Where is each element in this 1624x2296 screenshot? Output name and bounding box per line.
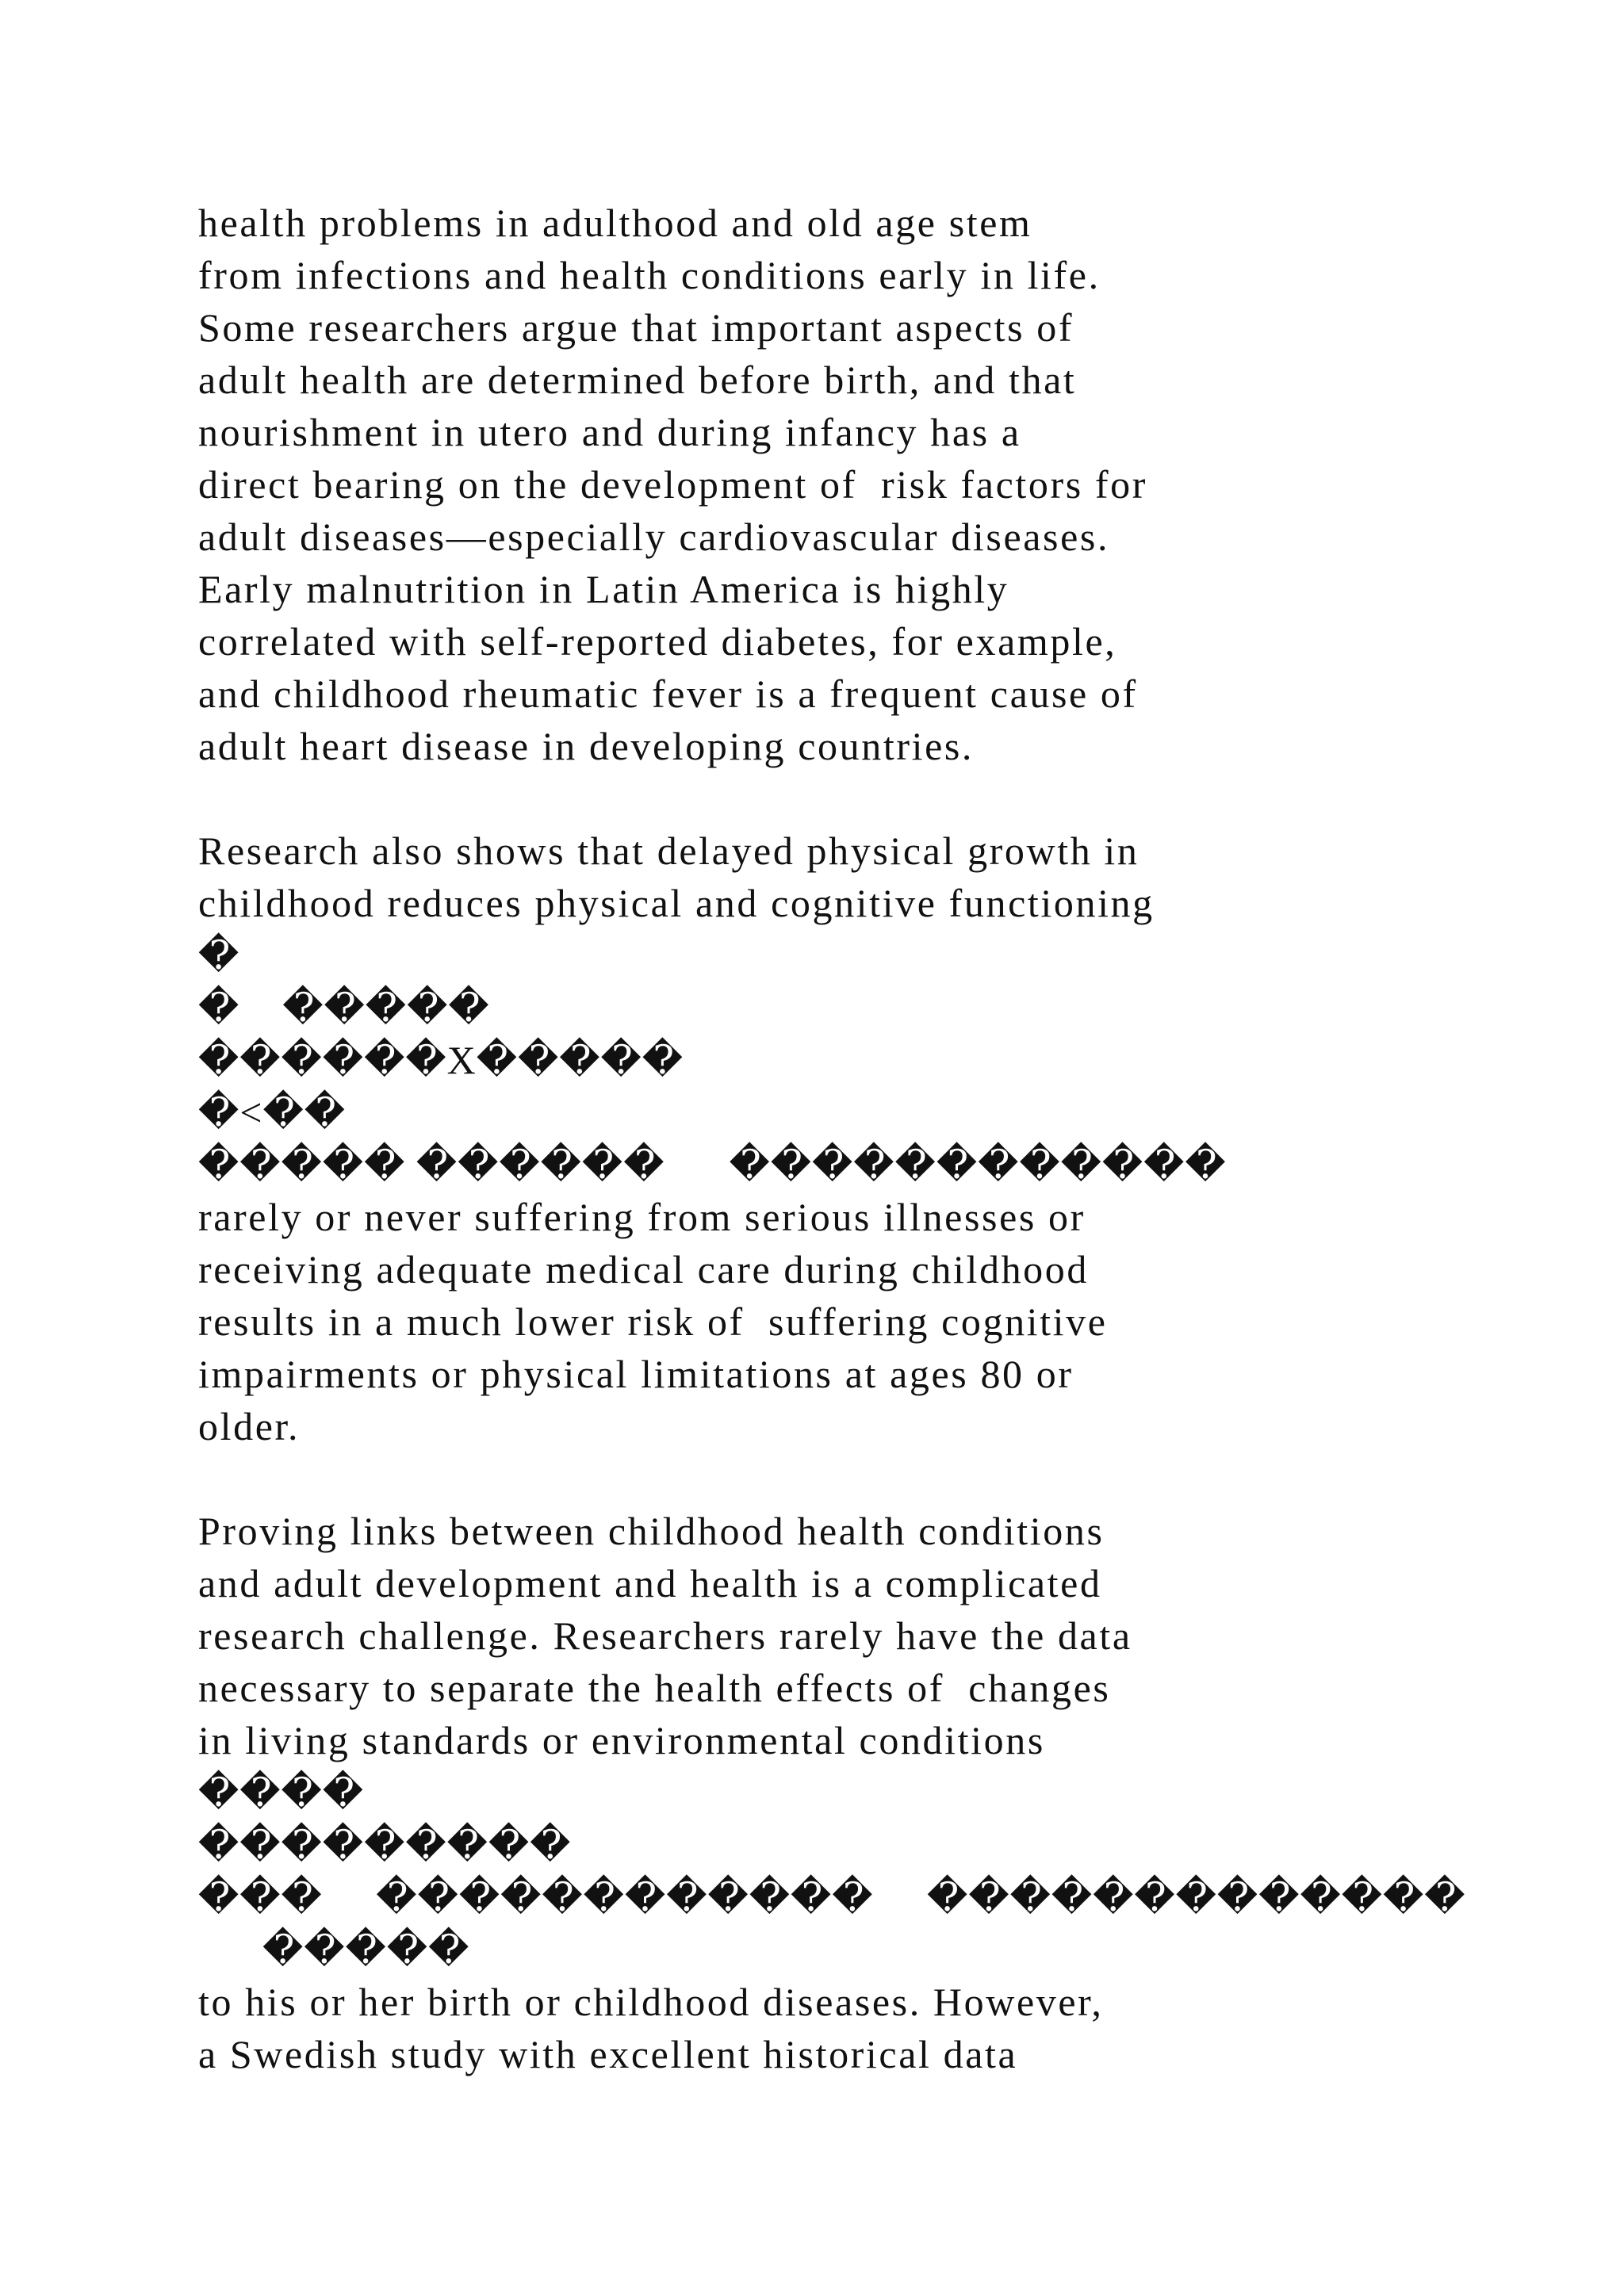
garbled-text-line: � �����: [198, 985, 490, 1030]
garbled-text-line: ��� ������������ �������������: [198, 1875, 1466, 1919]
text-line: and adult development and health is a complicated: [198, 1561, 1102, 1605]
text-line: Early malnutrition in Latin America is highly: [198, 567, 1009, 611]
text-line: and childhood rheumatic fever is a frequent cause of: [198, 672, 1138, 716]
text-line: older.: [198, 1404, 301, 1448]
text-line: adult health are determined before birth, and that: [198, 358, 1077, 402]
text-line: correlated with self-reported diabetes, for example,: [198, 619, 1117, 664]
text-line: adult heart disease in developing countries.: [198, 724, 975, 768]
text-line: to his or her birth or childhood diseases. However,: [198, 1980, 1104, 2024]
text-line: Research also shows that delayed physical growth in: [198, 828, 1139, 873]
text-line: results in a much lower risk of suffering cognitive: [198, 1299, 1108, 1344]
garbled-text-line: ������X�����: [198, 1038, 684, 1082]
text-line: impairments or physical limitations at ages 80 or: [198, 1352, 1074, 1396]
text-line: from infections and health conditions early in life.: [198, 253, 1101, 297]
text-line: in living standards or environmental conditions: [198, 1718, 1045, 1762]
garbled-text-line: �����: [198, 1927, 470, 1972]
garbled-text-line: ���������: [198, 1823, 572, 1867]
garbled-text-line: ����: [198, 1770, 365, 1815]
text-line: necessary to separate the health effects of changes: [198, 1666, 1111, 1710]
text-line: rarely or never suffering from serious illnesses or: [198, 1195, 1086, 1239]
garbled-text-line: ����� ������ ������������: [198, 1142, 1227, 1187]
garbled-text-line: �<��: [198, 1090, 347, 1135]
text-line: a Swedish study with excellent historical data: [198, 2032, 1018, 2076]
text-line: receiving adequate medical care during childhood: [198, 1247, 1089, 1292]
text-line: health problems in adulthood and old age stem: [198, 201, 1032, 245]
text-line: childhood reduces physical and cognitive functioning: [198, 881, 1155, 925]
text-line: adult diseases—especially cardiovascular diseases.: [198, 515, 1110, 559]
text-line: nourishment in utero and during infancy has a: [198, 410, 1021, 454]
text-line: Proving links between childhood health conditions: [198, 1509, 1105, 1553]
text-line: Some researchers argue that important aspects of: [198, 305, 1074, 350]
garbled-text-line: �: [198, 933, 240, 978]
text-line: direct bearing on the development of risk factors for: [198, 462, 1147, 507]
text-line: research challenge. Researchers rarely have the data: [198, 1613, 1132, 1658]
